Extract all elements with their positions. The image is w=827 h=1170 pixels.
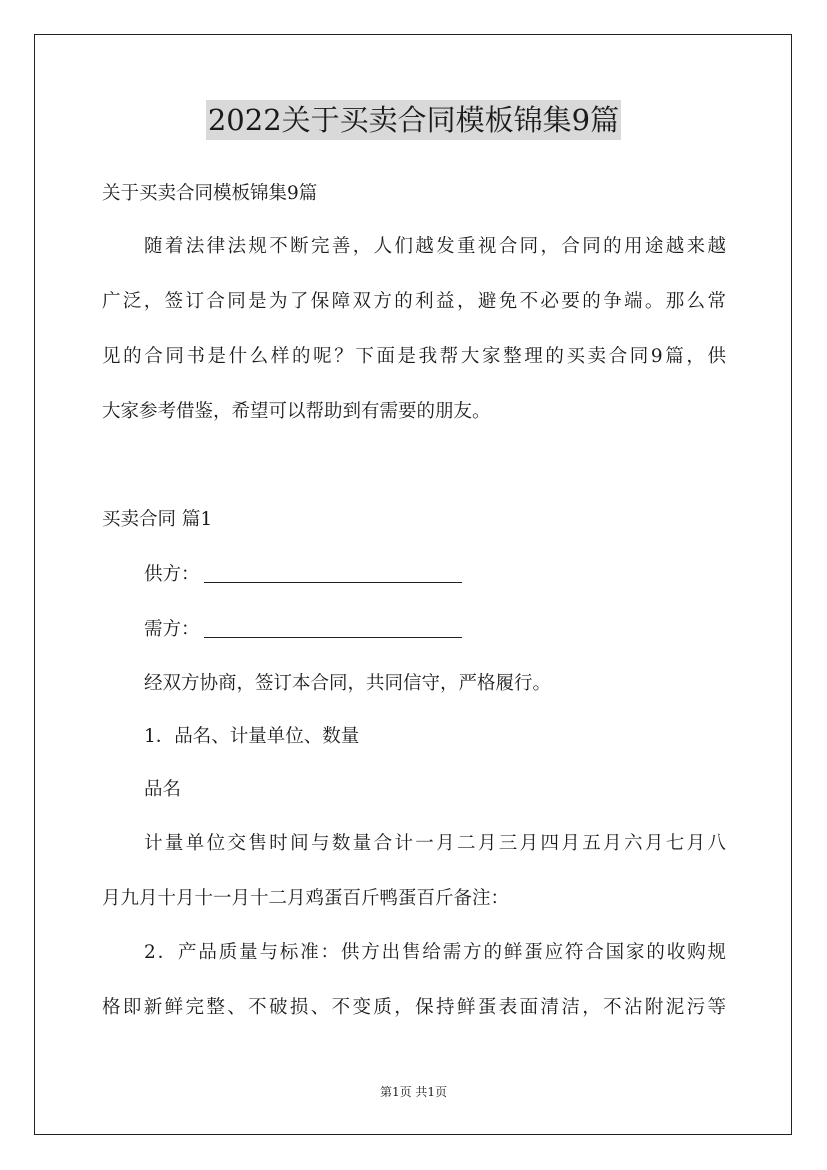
buyer-line: [144, 618, 462, 642]
buyer-blank: [204, 619, 462, 638]
intro-line-1: 随着法律法规不断完善，人们越发重视合同，合同的用途越来越: [144, 236, 726, 257]
agreement-line: 经双方协商，签订本合同，共同信守，严格履行。: [144, 673, 552, 694]
table-text-line-2: 月九月十月十一月十二月鸡蛋百斤鸭蛋百斤备注：: [102, 888, 510, 909]
table-text-line-1: 计量单位交售时间与数量合计一月二月三月四月五月六月七月八: [144, 833, 726, 854]
buyer-label: 需方：: [144, 619, 200, 640]
supplier-line: [144, 563, 462, 587]
document-subtitle: 关于买卖合同模板锦集9篇: [102, 183, 318, 204]
quality-line-1: 2．产品质量与标准：供方出售给需方的鲜蛋应符合国家的收购规: [144, 942, 726, 963]
document-title: 2022关于买卖合同模板锦集9篇: [206, 100, 621, 140]
intro-line-4: 大家参考借鉴，希望可以帮助到有需要的朋友。: [102, 401, 491, 422]
product-name-label: 品名: [144, 779, 182, 800]
quality-line-2: 格即新鲜完整、不破损、不变质，保持鲜蛋表面清洁，不沾附泥污等: [102, 997, 726, 1018]
title-container: [0, 100, 827, 140]
page-footer: 第1页 共1页: [379, 1085, 448, 1099]
item1-heading: 1．品名、计量单位、数量: [144, 726, 360, 747]
section-heading: 买卖合同 篇1: [102, 509, 213, 530]
intro-line-2: 广泛，签订合同是为了保障双方的利益，避免不必要的争端。那么常: [102, 291, 726, 312]
supplier-label: 供方：: [144, 564, 200, 585]
intro-line-3: 见的合同书是什么样的呢？下面是我帮大家整理的买卖合同9篇，供: [102, 346, 726, 367]
supplier-blank: [204, 564, 462, 583]
